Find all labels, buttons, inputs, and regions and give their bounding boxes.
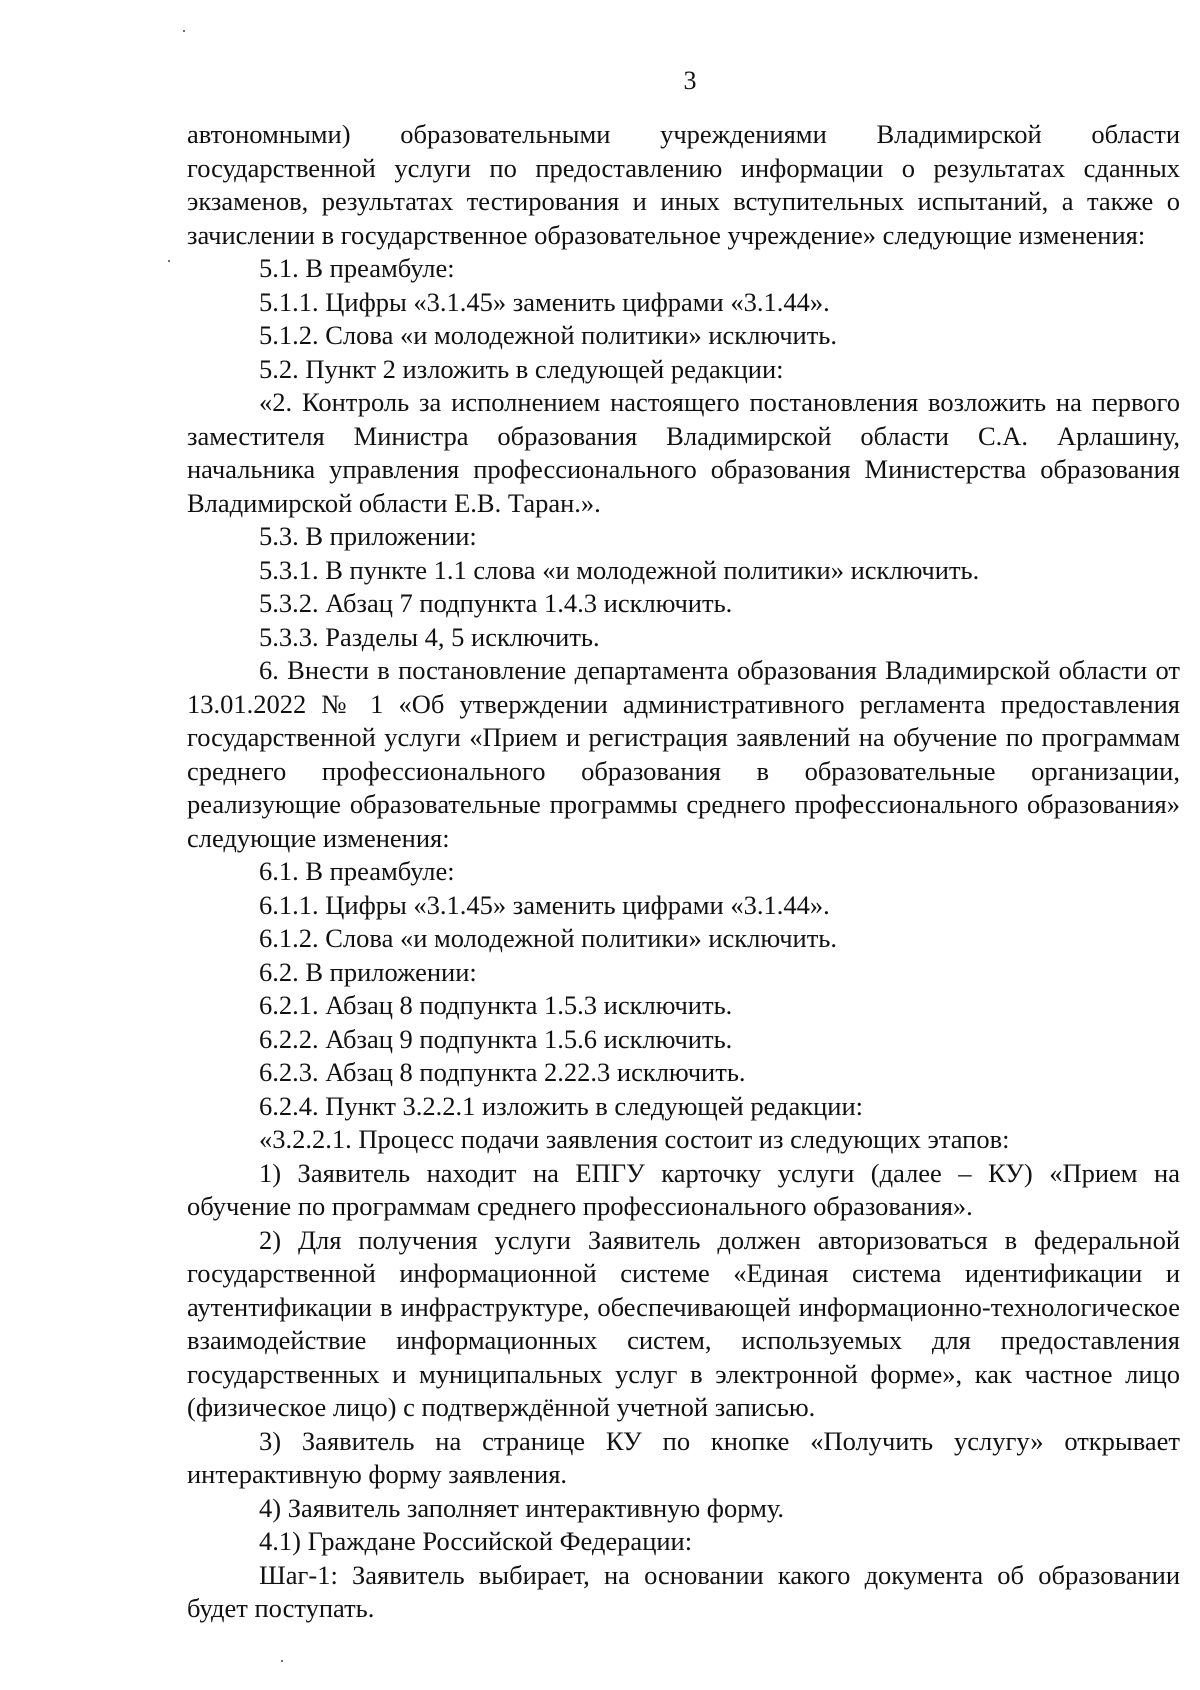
paragraph: 5.1.2. Слова «и молодежной политики» исключить. <box>259 320 837 350</box>
scan-speck <box>281 1660 283 1662</box>
paragraph: 5.1. В преамбуле: <box>259 253 455 283</box>
paragraph: 4) Заявитель заполняет интерактивную форму. <box>259 1492 785 1523</box>
paragraph: 6.1.1. Цифры «3.1.45» заменить цифрами «3.1.44». <box>259 889 830 920</box>
paragraph: 5.2. Пункт 2 изложить в следующей редакции: <box>259 353 784 384</box>
paragraph: 5.3.1. В пункте 1.1 слова «и молодежной политики» исключить. <box>259 554 980 585</box>
paragraph: 6. Внести в постановление департамента образования Владимирской области от 13.01.2022 № 1 «Об утверждении административного регламента предоставления государственной услуги «Прием и регистрация заявлений на обучение по программам среднего профессионального образования в образовательные организации, реализующие образовательные программы среднего профессионального образования» следующие изменения: <box>187 655 1180 853</box>
paragraph: «3.2.2.1. Процесс подачи заявления состоит из следующих этапов: <box>259 1124 1010 1154</box>
paragraph: 6.2. В приложении: <box>259 956 477 987</box>
paragraph: «2. Контроль за исполнением настоящего постановления возложить на первого заместителя Министра образования Владимирской области С.А. Арлашину, начальника управления профессионального образования Министерства образования Владимирской области Е.В. Таран.». <box>187 387 1180 518</box>
paragraph: 4.1) Граждане Российской Федерации: <box>259 1526 693 1556</box>
paragraph: 5.3.3. Разделы 4, 5 исключить. <box>259 621 600 652</box>
paragraph: 6.2.2. Абзац 9 подпункта 1.5.6 исключить. <box>259 1023 733 1054</box>
paragraph: 5.3.2. Абзац 7 подпункта 1.4.3 исключить. <box>259 588 733 618</box>
paragraph: 6.2.4. Пункт 3.2.2.1 изложить в следующей редакции: <box>259 1090 864 1121</box>
paragraph: 6.2.1. Абзац 8 подпункта 1.5.3 исключить. <box>259 990 733 1020</box>
paragraph: 5.1.1. Цифры «3.1.45» заменить цифрами «3.1.44». <box>259 286 830 317</box>
scan-speck <box>183 30 185 32</box>
paragraph: 6.2.3. Абзац 8 подпункта 2.22.3 исключить. <box>259 1057 746 1087</box>
paragraph: автономными) образовательными учреждениями Владимирской области государственной услуги по предоставлению информации о результатах сданных экзаменов, результатах тестирования и иных вступительных испытаний, а также о зачислении в государственное образовательное учреждение» следующие изменения: <box>187 119 1180 250</box>
paragraph: 6.1.2. Слова «и молодежной политики» исключить. <box>259 923 837 953</box>
page-number: 3 <box>683 66 697 95</box>
paragraph: 2) Для получения услуги Заявитель должен авторизоваться в федеральной государственной информационной системе «Единая система идентификации и аутентификации в инфраструктуре, обеспечивающей информационно-технологическое взаимодействие информационных систем, используемых для предоставления государственных и муниципальных услуг в электронной форме», как частное лицо (физическое лицо) с подтверждённой учетной записью. <box>187 1224 1180 1422</box>
paragraph: 3) Заявитель на странице КУ по кнопке «Получить услугу» открывает интерактивную форму заявления. <box>187 1425 1180 1489</box>
paragraph: 1) Заявитель находит на ЕПГУ карточку услуги (далее – КУ) «Прием на обучение по программам среднего профессионального образования». <box>187 1157 1180 1221</box>
document-body <box>187 118 1180 1626</box>
paragraph: Шаг-1: Заявитель выбирает, на основании какого документа об образовании будет поступать. <box>187 1559 1180 1623</box>
scan-speck <box>168 260 170 262</box>
paragraph: 6.1. В преамбуле: <box>259 856 455 886</box>
paragraph: 5.3. В приложении: <box>259 521 477 551</box>
